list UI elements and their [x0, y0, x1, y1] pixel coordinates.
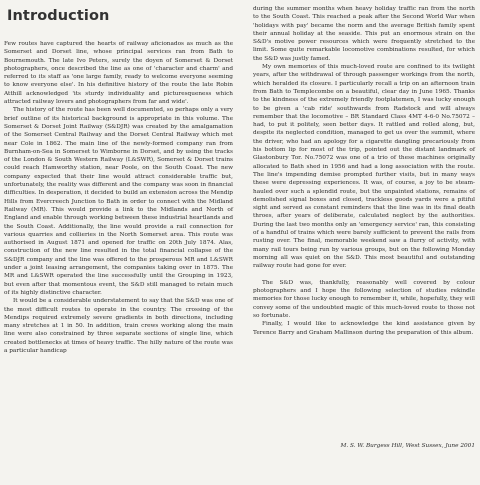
paragraph: The history of the route has been well documented, so perhaps only a very brief outline of its historical background is appropriate in this volume. The Somerset & Dorset Joint Railway (S&DJR) was created by the amalgamation of the Somerset Central Railway and the Dorset Central Railway which met near Cole in 1862. The main line of the newly-formed company ran from Burnham-on-Sea in Somerset to Wimborne in Dorset, and by using the tracks of the London & South Western Railway (L&SWR), Somerset & Dorset trains could reach Hamworthy station, near Poole, on the South Coast. The new company expected that their line would attract considerable traffic but, unfortunately, the reality was different and the company was soon in financial difficulties. In desperation, it decided to build an extension across the Mendip Hills from Evercreech Junction to Bath in order to connect with the Midland Railway (MR). This would provide a link to the Midlands and North of England and enable through working between these industrial heartlands and the South Coast. Additionally, the line would provide a rail connection for various quarries and collieries in the North Somerset area. This route was authorised in August 1871 and opened for traffic on 20th July 1874. Alas, construction of the new line resulted in the total financial collapse of the S&DJR company and the line was offered to the prosperous MR and L&SWR under a joint leasing arrangement, the companies taking over in 1875. The MR and L&SWR operated the line successfully until the Grouping in 1923, but even after that momentous event, the S&D still managed to retain much of its highly distinctive character. — [4, 107, 233, 296]
paragraph: Few routes have captured the hearts of railway aficionados as much as the Somerset and Dorset line, whose principal services ran from Bath to Bournemouth. The late Ivo Peters, surely the doyen of Somerset & Dorset photographers, once described the line as one of 'character and charm' and referred to its staff as 'one large family, ready to welcome everyone seeming to know everyone else'. In his definitive history of the route the late Robin Atthill acknowledged 'its sturdy individuality and picturesqueness which attracted railway lovers and photographers from far and wide'. — [4, 41, 233, 106]
paragraph: My own memories of this much-loved route are confined to its twilight years, after the withdrawal of through passenger workings from the north, which heralded its closure. I particularly recall a trip on an afternoon train from Bath to Templecombe on a beautiful, clear day in June 1965. Thanks to the kindness of the extremely friendly footplatemen, I was lucky enough to be given a 'cab ride' southwards from Radstock and will always remember that the locomotive – BR Standard Class 4MT 4-6-0 No.75072 – had, to put it politely, seen better days. It rattled and rolled along, but, despite its neglected condition, managed to get us over the summit, where the driver, who had an apology for a cigarette dangling precariously from his bottom lip for most of the trip, pointed out the distant landmark of Glastonbury Tor. No.75072 was one of a trio of these machines originally allocated to Bath shed in 1956 and had a long association with the route. The line's impending demise prompted further visits, but in many ways these were depressing experiences. It was, of course, a joy to be steam-hauled over such a splendid route, but the unpainted stations, remains of demolished signal boxes and closed, trackless goods yards were a pitiful sight and served as constant reminders that the line was in its final death throes, after years of deliberate, calculated neglect by the authorities. During the last two months only an 'emergency service' ran, this consisting of a handful of trains which were barely sufficient to prevent the rails from rusting over. The final, memorable weekend saw a flurry of activity, with many rail tours being run by various groups, but on the following Monday morning all was quiet on the S&D. This most beautiful and outstanding railway route had gone for ever. — [253, 64, 475, 270]
paragraph: It would be a considerable understatement to say that the S&D was one of the most difficult routes to operate in the country. The crossing of the Mendips required extremely severe gradients in both directions, including many stretches at 1 in 50. In addition, train crews working along the main line were also constrained by three separate sections of single line, which created bottlenecks at times of heavy traffic. The hilly nature of the route was a particular handicap — [4, 298, 233, 354]
paragraph: Finally, I would like to acknowledge the kind assistance given by Terence Barry and Graham Mallinson during the preparation of this album. — [253, 321, 475, 336]
paragraph: The S&D was, thankfully, reasonably well covered by colour photographers and I hope the following selection of studies rekindle memories for those lucky enough to remember it, while, hopefully, they will convey some of the undoubted magic of this much-loved route to those not so fortunate. — [253, 279, 475, 319]
right-column — [253, 5, 475, 337]
paragraph: during the summer months when heavy holiday traffic ran from the north to the South Coast. This reached a peak after the Second World War when 'holidays with pay' became the norm and the average British family spent their annual holiday at the seaside. This put an enormous strain on the S&D's motive power resources which were frequently stretched to the limit. Some quite remarkable locomotive combinations resulted, for which the S&D was justly famed. — [253, 6, 475, 62]
author-signature: M. S. W. Burgess Hill, West Sussex, June 2001 — [340, 443, 475, 449]
page-title: Introduction — [7, 8, 110, 24]
left-column — [4, 40, 233, 355]
